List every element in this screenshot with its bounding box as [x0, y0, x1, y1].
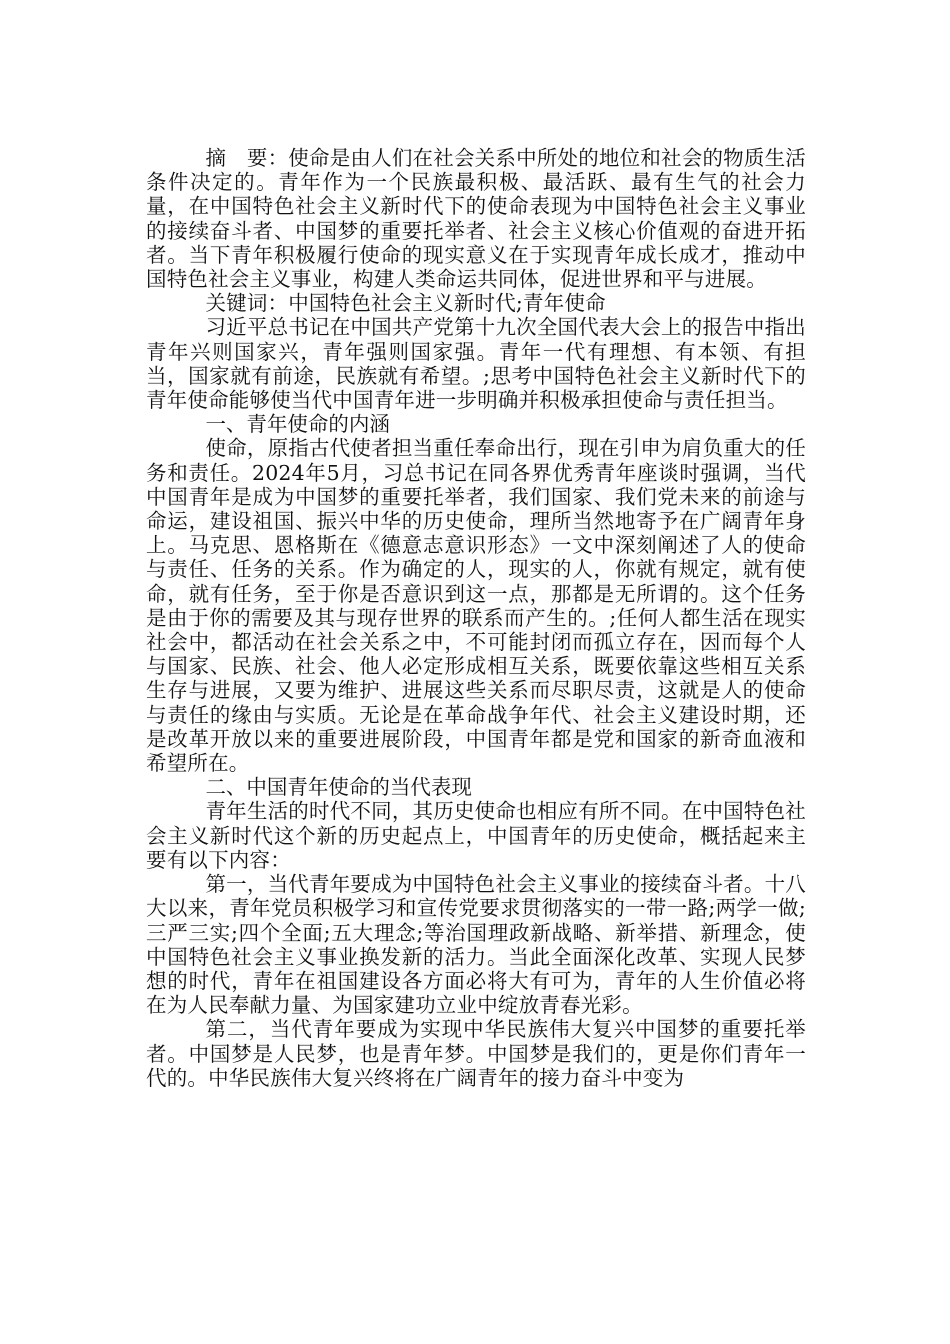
point-2-paragraph: 第二，当代青年要成为实现中华民族伟大复兴中国梦的重要托举者。中国梦是人民梦，也是青年梦。中国梦是我们的，更是你们青年一代的。中华民族伟大复兴终将在广阔青年的接力奋斗中变为: [146, 1017, 806, 1090]
section-1-paragraph: 使命，原指古代使者担当重任奉命出行，现在引申为肩负重大的任务和责任。2024年5月，习总书记在同各界优秀青年座谈时强调，当代中国青年是成为中国梦的重要托举者，我们国家、我们党未来的前途与命运，建设祖国、振兴中华的历史使命，理所当然地寄予在广阔青年身上。马克思、恩格斯在《德意志意识形态》一文中深刻阐述了人的使命与责任、任务的关系。作为确定的人，现实的人，你就有规定，就有使命，就有任务，至于你是否意识到这一点，那都是无所谓的。这个任务是由于你的需要及其与现存世界的联系而产生的。;任何人都生活在现实社会中，都活动在社会关系之中，不可能封闭而孤立存在，因而每个人与国家、民族、社会、他人必定形成相互关系，既要依靠这些相互关系生存与进展，又要为维护、进展这些关系而尽职尽责，这就是人的使命与责任的缘由与实质。无论是在革命战争年代、社会主义建设时期，还是改革开放以来的重要进展阶段，中国青年都是党和国家的新奇血液和希望所在。: [146, 436, 806, 776]
abstract-paragraph: 摘 要：使命是由人们在社会关系中所处的地位和社会的物质生活条件决定的。青年作为一个民族最积极、最活跃、最有生气的社会力量，在中国特色社会主义新时代下的使命表现为中国特色社会主义事业的接续奋斗者、中国梦的重要托举者、社会主义核心价值观的奋进开拓者。当下青年积极履行使命的现实意义在于实现青年成长成才，推动中国特色社会主义事业，构建人类命运共同体，促进世界和平与进展。: [146, 146, 806, 292]
point-1-paragraph: 第一，当代青年要成为中国特色社会主义事业的接续奋斗者。十八大以来，青年党员积极学习和宣传党要求贯彻落实的一带一路;两学一做;三严三实;四个全面;五大理念;等治国理政新战略、新举措、新理念，使中国特色社会主义事业换发新的活力。当此全面深化改革、实现人民梦想的时代，青年在祖国建设各方面必将大有可为，青年的人生价值必将在为人民奉献力量、为国家建功立业中绽放青春光彩。: [146, 872, 806, 1018]
document-page: [146, 146, 806, 1090]
section-2-paragraph: 青年生活的时代不同，其历史使命也相应有所不同。在中国特色社会主义新时代这个新的历史起点上，中国青年的历史使命，概括起来主要有以下内容：: [146, 799, 806, 872]
section-heading-2: 二、中国青年使命的当代表现: [205, 775, 472, 800]
keywords-paragraph: 关键词：中国特色社会主义新时代;青年使命: [205, 291, 606, 316]
intro-paragraph: 习近平总书记在中国共产党第十九次全国代表大会上的报告中指出青年兴则国家兴，青年强则国家强。青年一代有理想、有本领、有担当，国家就有前途，民族就有希望。;思考中国特色社会主义新时代下的青年使命能够使当代中国青年进一步明确并积极承担使命与责任担当。: [146, 315, 806, 413]
section-heading-1: 一、青年使命的内涵: [205, 412, 390, 437]
